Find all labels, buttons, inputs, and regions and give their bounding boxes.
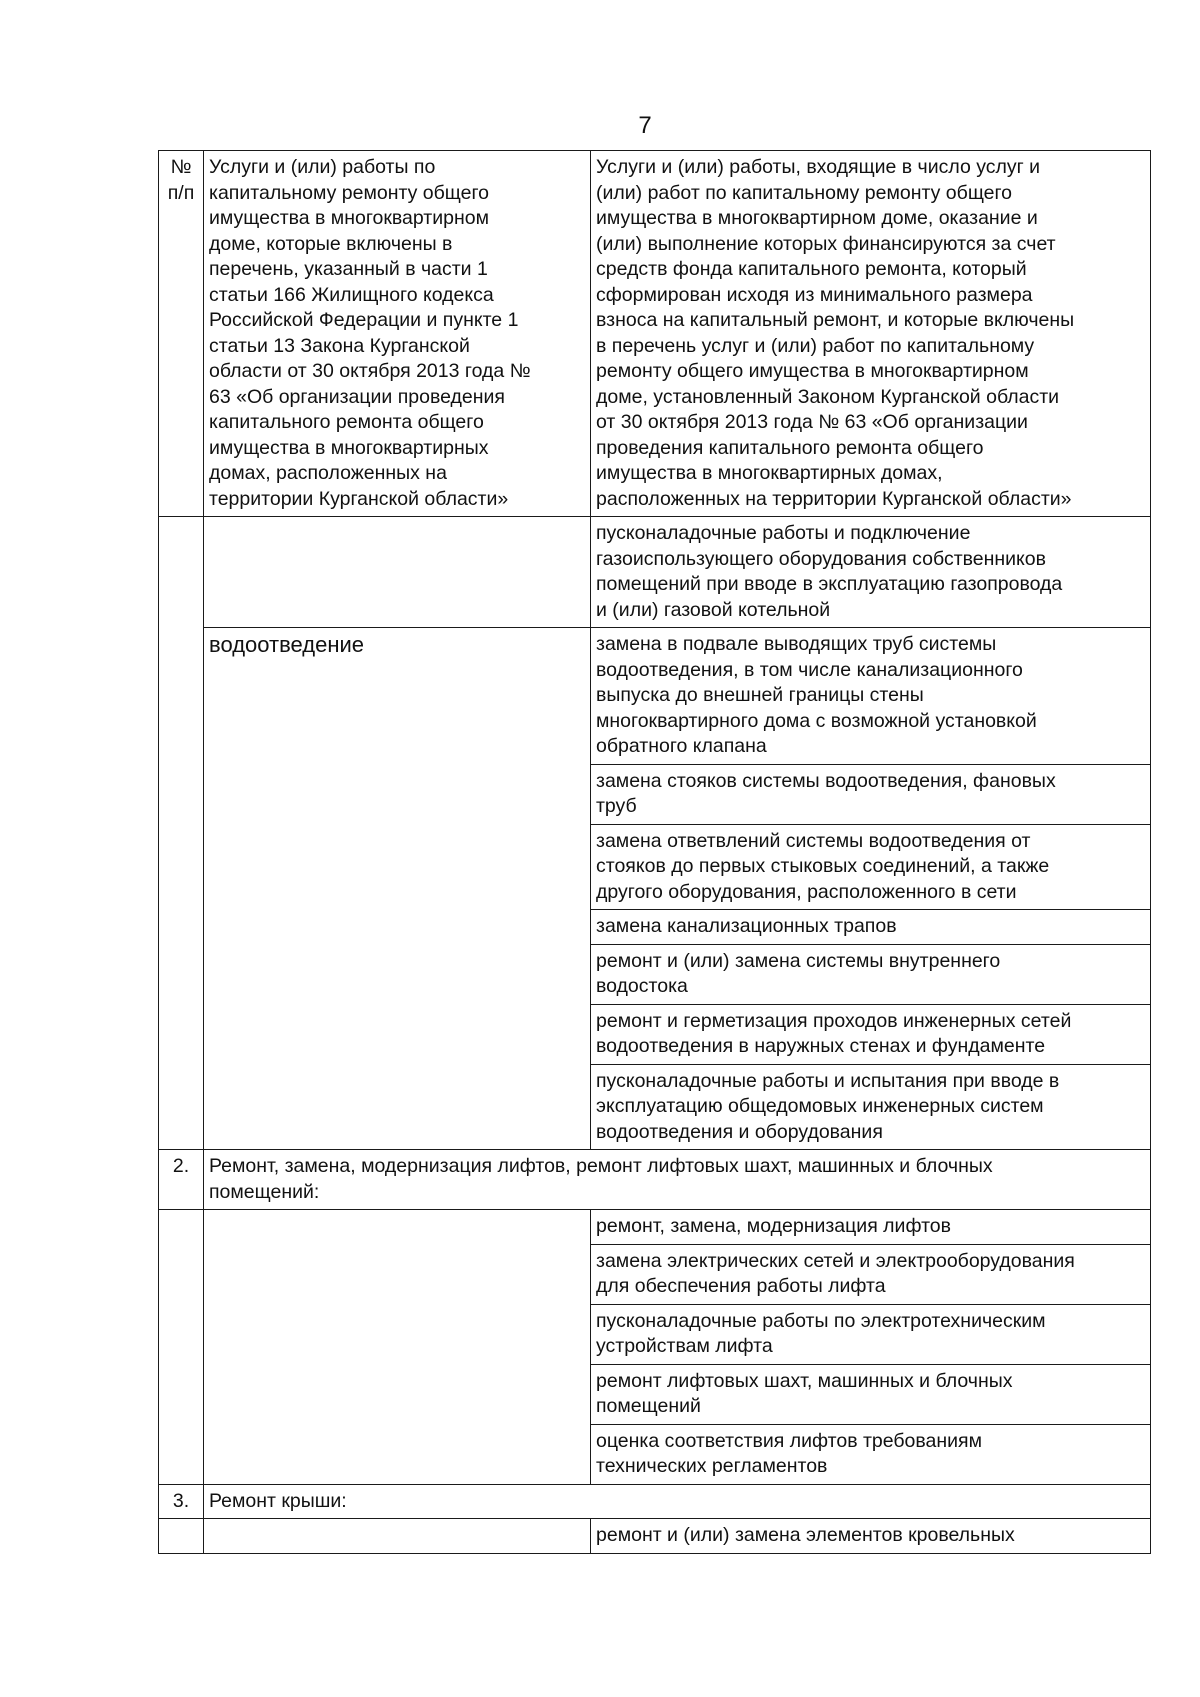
- work-cell: [591, 1064, 1151, 1150]
- service-cell: [204, 1519, 591, 1554]
- section-title-line: Ремонт, замена, модернизация лифтов, ремонт лифтовых шахт, машинных и блочных: [209, 1155, 993, 1177]
- section-number: [159, 1484, 204, 1519]
- header-services-cell: [204, 151, 591, 517]
- work-line: пусконаладочные работы и испытания при вводе в: [596, 1069, 1060, 1092]
- header-text-line: имущества в многоквартирных: [209, 436, 489, 459]
- work-cell: [591, 517, 1151, 628]
- header-text-line: имущества в многоквартирном: [209, 207, 489, 229]
- service-cell: [204, 1210, 591, 1485]
- number-cell: [159, 517, 204, 1150]
- header-text-line: перечень, указанный в части 1: [209, 258, 488, 280]
- header-text-line: расположенных на территории Курганской области»: [596, 487, 1072, 510]
- work-cell: [591, 1244, 1151, 1304]
- work-line: водоотведения, в том числе канализационного: [596, 658, 1023, 681]
- header-text-line: (или) выполнение которых финансируются за счет: [596, 232, 1056, 255]
- work-line: ремонт, замена, модернизация лифтов: [596, 1215, 951, 1237]
- header-text-line: доме, установленный Законом Курганской области: [596, 385, 1060, 408]
- work-line: замена стояков системы водоотведения, фановых: [596, 769, 1056, 792]
- header-text-line: статьи 13 Закона Курганской: [209, 334, 470, 357]
- work-line: газоиспользующего оборудования собственников: [596, 547, 1046, 570]
- work-cell: [591, 764, 1151, 824]
- work-line: устройствам лифта: [596, 1335, 773, 1357]
- work-cell: [591, 824, 1151, 910]
- work-line: замена в подвале выводящих труб системы: [596, 633, 997, 655]
- work-line: ремонт и герметизация проходов инженерных сетей: [596, 1009, 1072, 1032]
- drainage-title: водоотведение: [209, 632, 365, 657]
- work-line: выпуска до внешней границы стены: [596, 684, 924, 706]
- section-title-cell: [204, 1150, 1151, 1210]
- header-text-line: территории Курганской области»: [209, 487, 509, 510]
- work-line: технических регламентов: [596, 1455, 828, 1477]
- header-text-line: капитального ремонта общего: [209, 411, 484, 433]
- work-line: многоквартирного дома с возможной установкой: [596, 709, 1037, 732]
- work-line: эксплуатацию общедомовых инженерных систем: [596, 1095, 1044, 1117]
- work-cell: [591, 1210, 1151, 1245]
- section-row-3: [159, 1484, 1151, 1519]
- work-line: обратного клапана: [596, 735, 767, 757]
- service-cell: [204, 517, 591, 628]
- number-cell: [159, 1519, 204, 1554]
- section-number-text: 3.: [172, 1489, 190, 1512]
- header-text-line: Услуги и (или) работы по: [209, 156, 436, 178]
- header-text-line: Российской Федерации и пункте 1: [209, 309, 519, 331]
- work-line: водоотведения и оборудования: [596, 1120, 883, 1143]
- table-row: [159, 1519, 1151, 1554]
- header-text-line: ремонту общего имущества в многоквартирном: [596, 360, 1029, 382]
- number-cell: [159, 1210, 204, 1485]
- work-line: замена электрических сетей и электрооборудования: [596, 1249, 1075, 1272]
- header-text-line: проведения капитального ремонта общего: [596, 436, 984, 459]
- page-number: 7: [638, 112, 652, 139]
- table-row: [159, 517, 1151, 628]
- work-cell: [591, 944, 1151, 1004]
- header-text-line: взноса на капитальный ремонт, и которые включены: [596, 309, 1075, 331]
- header-text-line: области от 30 октября 2013 года №: [209, 360, 531, 382]
- header-num-line: п/п: [167, 181, 195, 204]
- work-line: водоотведения в наружных стенах и фундаменте: [596, 1035, 1046, 1057]
- header-text-line: статьи 166 Жилищного кодекса: [209, 283, 494, 306]
- table-header-row: [159, 151, 1151, 517]
- header-text-line: 63 «Об организации проведения: [209, 385, 505, 408]
- header-text-line: доме, которые включены в: [209, 232, 453, 255]
- section-title-cell: [204, 1484, 1151, 1519]
- work-cell: [591, 1424, 1151, 1484]
- work-line: ремонт лифтовых шахт, машинных и блочных: [596, 1369, 1013, 1392]
- work-line: помещений: [596, 1395, 701, 1417]
- header-text-line: имущества в многоквартирных домах,: [596, 462, 943, 484]
- section-number-text: 2.: [172, 1155, 190, 1177]
- header-text-line: средств фонда капитального ремонта, который: [596, 258, 1027, 280]
- section-number: [159, 1150, 204, 1210]
- work-line: труб: [596, 795, 637, 817]
- header-num-line: №: [170, 156, 192, 178]
- header-text-line: от 30 октября 2013 года № 63 «Об организации: [596, 411, 1028, 433]
- work-line: оценка соответствия лифтов требованиям: [596, 1429, 983, 1452]
- work-line: пусконаладочные работы и подключение: [596, 522, 971, 544]
- header-number-cell: [159, 151, 204, 517]
- section-title-line: Ремонт крыши:: [209, 1489, 347, 1512]
- works-table: [158, 150, 1151, 1554]
- work-line: и (или) газовой котельной: [596, 598, 831, 621]
- work-line: ремонт и (или) замена элементов кровельных: [596, 1524, 1015, 1546]
- work-line: для обеспечения работы лифта: [596, 1275, 886, 1297]
- work-line: стояков до первых стыковых соединений, а также: [596, 855, 1050, 877]
- service-cell-drainage: [204, 628, 591, 1150]
- work-cell: [591, 910, 1151, 945]
- work-line: помещений при вводе в эксплуатацию газопровода: [596, 573, 1063, 595]
- header-text-line: имущества в многоквартирном доме, оказание и: [596, 207, 1038, 229]
- work-line: ремонт и (или) замена системы внутреннего: [596, 949, 1001, 972]
- header-text-line: сформирован исходя из минимального размера: [596, 283, 1033, 306]
- work-line: водостока: [596, 975, 688, 997]
- header-text-line: капитальному ремонту общего: [209, 181, 489, 204]
- work-cell: [591, 1004, 1151, 1064]
- work-cell: [591, 1304, 1151, 1364]
- header-text-line: в перечень услуг и (или) работ по капитальному: [596, 334, 1035, 357]
- header-included-works-cell: [591, 151, 1151, 517]
- work-line: замена канализационных трапов: [596, 915, 897, 937]
- work-line: замена ответвлений системы водоотведения от: [596, 829, 1031, 852]
- work-line: пусконаладочные работы по электротехническим: [596, 1309, 1046, 1332]
- table-row: [159, 1210, 1151, 1245]
- section-title-line: помещений:: [209, 1180, 320, 1203]
- work-cell: [591, 628, 1151, 765]
- work-line: другого оборудования, расположенного в сети: [596, 880, 1017, 903]
- header-text-line: Услуги и (или) работы, входящие в число услуг и: [596, 156, 1041, 178]
- table-row: [159, 628, 1151, 765]
- work-cell: [591, 1364, 1151, 1424]
- work-cell: [591, 1519, 1151, 1554]
- section-row-2: [159, 1150, 1151, 1210]
- header-text-line: домах, расположенных на: [209, 462, 447, 484]
- header-text-line: (или) работ по капитальному ремонту общего: [596, 181, 1013, 204]
